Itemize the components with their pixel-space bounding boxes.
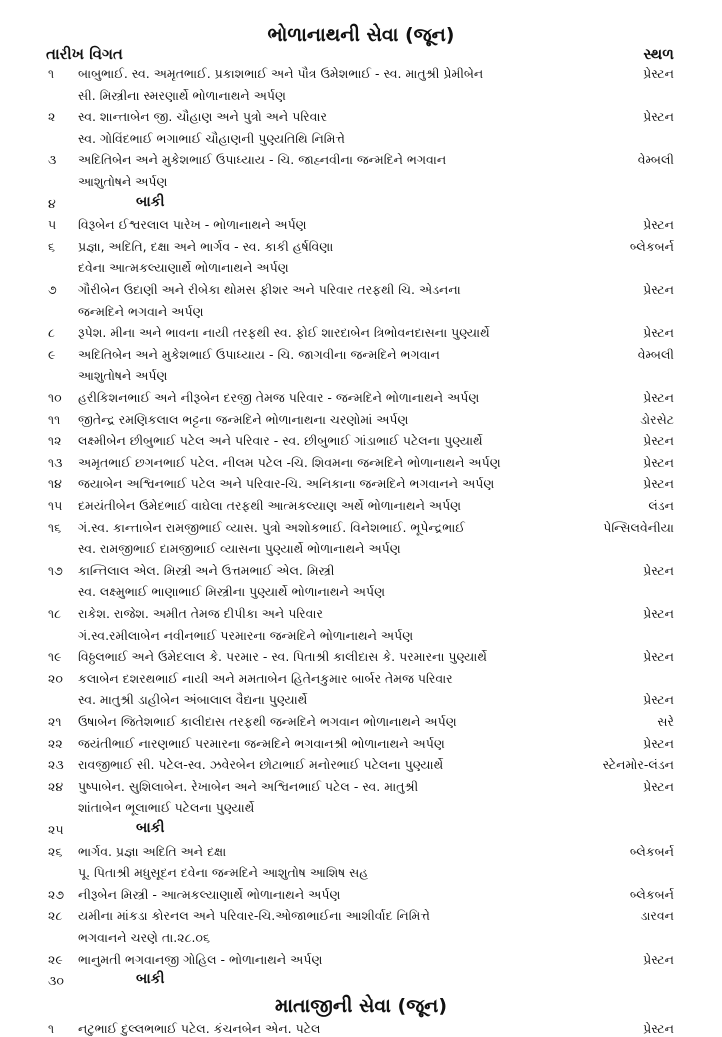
entry-number: ૨૬ [48, 843, 63, 859]
entry-text: લક્ષ્મીબેન છીબુભાઈ પટેલ અને પરિવાર - સ્વ. છીબુભાઈ ગાંડાભાઈ પટેલના પુણ્યાર્થે [78, 433, 483, 449]
entry-place: પ્રેસ્ટન [643, 562, 674, 578]
entry-number: ૨ [48, 109, 56, 125]
entry-place: પ્રેસ્ટન [643, 606, 674, 621]
entry-text: સ્વ. શાન્તાબેન જી. ચૌહાણ અને પુત્રો અને પરિવાર [78, 109, 327, 125]
entry-number: ૨૩ [48, 757, 64, 773]
entry-text: રાવજીભાઈ સી. પટેલ-સ્વ. ઝવેરબેન છોટાભાઈ મનોરભાઈ પટેલના પુણ્યાર્થે [78, 757, 444, 773]
entry-number: ૬ [48, 238, 56, 254]
entry-text: કાન્તિલાલ એલ. મિસ્ત્રી અને ઉત્તમભાઈ એલ. મિસ્ત્રી [78, 562, 335, 578]
entry-text-continued: સ્વ. રામજીભાઈ દામજીભાઈ વ્યાસના પુણ્યાર્થે ભોળાનાથને અર્પણ [78, 541, 401, 557]
entry-text-continued: શાંતાબેન ભૂલાભાઈ પટેલના પુણ્યાર્થે [78, 800, 255, 816]
entry-text: ઉષાબેન જિતેશભાઈ કાલીદાસ તરફથી જન્મદિને ભગવાન ભોળાનાથને અર્પણ [78, 714, 457, 729]
entry-place: પ્રેસ્ટન [643, 217, 674, 233]
entry-text: ગૌરીબેન ઉદાણી અને રીબેકા થોમસ ફીશર અને પરિવાર તરફથી ચિ. એડનના [78, 282, 461, 297]
entry-text: વિઠ્ઠલભાઈ અને ઉમેદલાલ કે. પરમાર - સ્વ. પિતાશ્રી કાલીદાસ કે. પરમારના પુણ્યાર્થે [78, 649, 487, 665]
entry-text: અદિતિબેન અને મુકેશભાઈ ઉપાધ્યાય - ચિ. જાગવીના જન્મદિને ભગવાન [78, 346, 440, 362]
entry-place: વેમ્બલી [637, 152, 674, 168]
entry-text-continued: સી. મિસ્ત્રીના સ્મરણાર્થે ભોળાનાથને અર્પણ [78, 87, 286, 103]
entry-text: પ્રજ્ઞા, અદિતિ, દક્ષા અને ભાર્ગવ - સ્વ. કાકી હર્ષવિણા [78, 238, 334, 254]
pending-label: બાકી [136, 193, 165, 210]
entry-number: ૧૮ [48, 606, 62, 621]
entry-place: પ્રેસ્ટન [643, 735, 674, 751]
entry-text: બાબુભાઈ. સ્વ. અમૃતભાઈ. પ્રકાશભાઈ અને પૌત્ર ઉમેશભાઈ - સ્વ. માતુશ્રી પ્રેમીબેન [78, 66, 484, 81]
entry-place: પ્રેસ્ટન [643, 692, 674, 708]
entry-place: ડારવન [640, 908, 674, 924]
entry-place: બ્લેકબર્ન [629, 238, 674, 254]
entry-number: ૨૦ [48, 670, 63, 686]
entry-number: ૧ [48, 66, 55, 81]
entry-number: ૧૪ [48, 476, 62, 492]
entry-number: ૩૦ [48, 973, 64, 989]
entry-place: પ્રેસ્ટન [643, 476, 674, 492]
entry-number: ૧૭ [48, 562, 63, 578]
entry-text-continued: આશુતોષને અર્પણ [78, 174, 168, 189]
entry-text: કલાબેન દશરથભાઈ નાયી અને મમતાબેન હિતેનકુમાર બાર્બર તેમજ પરિવાર [78, 670, 453, 686]
entry-number: ૨૯ [48, 951, 63, 967]
entry-number: ૯ [48, 346, 56, 362]
entry-place: લંડન [648, 498, 674, 513]
entry-text-continued: પૂ. પિતાશ્રી મધુસૂદન દવેના જન્મદિને આશુતોષ આશિષ સહ [78, 865, 369, 881]
entry-text-continued: ગં.સ્વ.રમીલાબેન નવીનભાઈ પરમારના જન્મદિને ભોળાનાથને અર્પણ [78, 627, 414, 643]
entry-text: અદિતિબેન અને મુકેશભાઈ ઉપાધ્યાય - ચિ. જાહ્નવીના જન્મદિને ભગવાન [78, 152, 447, 168]
entry-text: જીતેન્દ્ર રમણિકલાલ ભટ્ટના જન્મદિને ભોળાનાથના ચરણોમાં અર્પણ [78, 411, 409, 427]
entry-place: વેમ્બલી [637, 346, 674, 362]
entry-text: અમૃતભાઈ છગનભાઈ પટેલ. નીલમ પટેલ -ચિ. શિવમના જન્મદિને ભોળાનાથને અર્પણ [78, 454, 501, 470]
entry-text: ભાર્ગવ. પ્રજ્ઞા અદિતિ અને દક્ષા [78, 843, 227, 859]
entry-text: રાકેશ. રાજેશ. અમીત તેમજ દીપીકા અને પરિવાર [78, 606, 323, 621]
entry-number: ૨૭ [48, 886, 65, 902]
entry-number: ૨૮ [48, 908, 63, 924]
entry-place: પ્રેસ્ટન [643, 109, 674, 125]
entry-text-continued: આશુતોષને અર્પણ [78, 368, 168, 384]
entry-place: પ્રેસ્ટન [643, 778, 674, 794]
pending-label: બાકી [136, 971, 165, 988]
entry-text: ભાનુમતી ભગવાનજી ગોહિલ - ભોળાનાથને અર્પણ [78, 951, 323, 967]
entry-place: પ્રેસ્ટન [643, 282, 674, 297]
entry-text: હરીકિશનભાઈ અને નીરૂબેન દરજી તેમજ પરિવાર - જન્મદિને ભોળાનાથને અર્પણ [78, 390, 480, 405]
entry-place: બ્લેકબર્ન [629, 843, 674, 859]
entry-place: પ્રેસ્ટન [643, 433, 674, 449]
entry-text: પુષ્પાબેન. સુશિલાબેન. રેખાબેન અને અશ્વિનભાઈ પટેલ - સ્વ. માતુશ્રી [78, 778, 419, 794]
column-header-date-detail: તારીખ વિગત [46, 45, 123, 63]
entry-text: દમયંતીબેન ઉમેદભાઈ વાઘેલા તરફથી આત્મકલ્યાણ અર્થે ભોળાનાથને અર્પણ [78, 498, 462, 513]
entry-number: ૨૨ [48, 735, 63, 751]
entry-number: ૧૦ [48, 390, 62, 405]
entry-text: જયાબેન અશ્વિનભાઈ પટેલ અને પરિવાર-ચિ. અનિકાના જન્મદિને ભગવાનને અર્પણ [78, 476, 495, 492]
entry-place: ડોરસેટ [640, 411, 674, 427]
entry-number: ૩ [48, 152, 57, 168]
entry-number: ૮ [48, 325, 55, 341]
entry-place: પેન્સિલવેનીયા [603, 519, 674, 535]
entry-text: વિરૂબેન ઈશ્વરલાલ પારેખ - ભોળાનાથને અર્પણ [78, 217, 307, 233]
entry-place: બ્લેકબર્ન [629, 886, 674, 902]
entry-text-continued: જન્મદિને ભગવાને અર્પણ [78, 303, 204, 319]
entry-number: ૪ [48, 195, 56, 211]
entry-number: ૧ [48, 1020, 55, 1036]
entry-text: જયંતીભાઈ નારણભાઈ પરમારના જન્મદિને ભગવાનશ્રી ભોળાનાથને અર્પણ [78, 735, 445, 751]
entry-text-continued: દવેના આત્મકલ્યાણાર્થે ભોળાનાથને અર્પણ [78, 260, 289, 276]
entry-place: પ્રેસ્ટન [643, 649, 674, 665]
entry-number: ૧૫ [48, 498, 63, 513]
entry-place: પ્રેસ્ટન [643, 325, 674, 341]
entry-text-continued: સ્વ. લક્ષ્મુભાઈ ભાણાભાઈ મિસ્ત્રીના પુણ્યાર્થે ભોળાનાથને અર્પણ [78, 584, 386, 600]
entry-text-continued: સ્વ. ગોવિંદભાઈ ભગાભાઈ ચૌહાણની પુણ્યતિથિ નિમિત્તે [78, 130, 345, 146]
entry-place: પ્રેસ્ટન [643, 66, 674, 81]
entry-number: ૧૩ [48, 454, 63, 470]
entry-number: ૧૨ [48, 433, 62, 449]
entry-place: પ્રેસ્ટન [643, 951, 674, 967]
entry-number: ૨૧ [48, 714, 62, 729]
entry-number: ૧૧ [48, 411, 61, 427]
page-title: ભોળાનાથની સેવા (જૂન) [267, 24, 455, 46]
entry-text: રૂપેશ. મીના અને ભાવના નાયી તરફથી સ્વ. ફોઈ શારદાબેન ત્રિભોવનદાસના પુણ્યાર્થે [78, 325, 490, 341]
entry-place: સ્ટેનમોર-લંડન [602, 757, 674, 773]
entry-place: પ્રેસ્ટન [643, 1020, 674, 1036]
entry-text: નટુભાઈ દુલ્લભભાઈ પટેલ. કંચનબેન એન. પટેલ [78, 1020, 321, 1036]
entry-place: પ્રેસ્ટન [643, 454, 674, 470]
entry-number: ૫ [48, 217, 57, 233]
entry-text: યમીના માંકડા કોરનલ અને પરિવાર-ચિ.ઓજાભાઈના આશીર્વાદ નિમિત્તે [78, 908, 430, 924]
entry-text-continued: સ્વ. માતુશ્રી ડાહીબેન અંબાલાલ વૈદ્યના પુણ્યાર્થે [78, 692, 308, 708]
entry-text-continued: ભગવાનને ચરણે તા.૨૮.૦૬ [78, 930, 210, 945]
entry-text: નીરૂબેન મિસ્ત્રી - આત્મકલ્યાણાર્થે ભોળાનાથને અર્પણ [78, 886, 341, 902]
entry-number: ૧૬ [48, 519, 62, 535]
pending-label: બાકી [136, 820, 165, 836]
entry-place: પ્રેસ્ટન [643, 390, 674, 405]
section-title-mataji: માતાજીની સેવા (જૂન) [274, 994, 448, 1017]
entry-text: ગં.સ્વ. કાન્તાબેન રામજીભાઈ વ્યાસ. પુત્રો અશોકભાઈ. વિનેશભાઈ. ભૂપેન્દ્રભાઈ [78, 519, 465, 535]
entry-number: ૧૯ [48, 649, 62, 665]
column-header-place: સ્થળ [643, 45, 674, 63]
entry-number: ૨૫ [48, 822, 64, 837]
entry-place: સરે [657, 714, 674, 729]
entry-number: ૭ [48, 282, 57, 297]
entry-number: ૨૪ [48, 778, 64, 794]
